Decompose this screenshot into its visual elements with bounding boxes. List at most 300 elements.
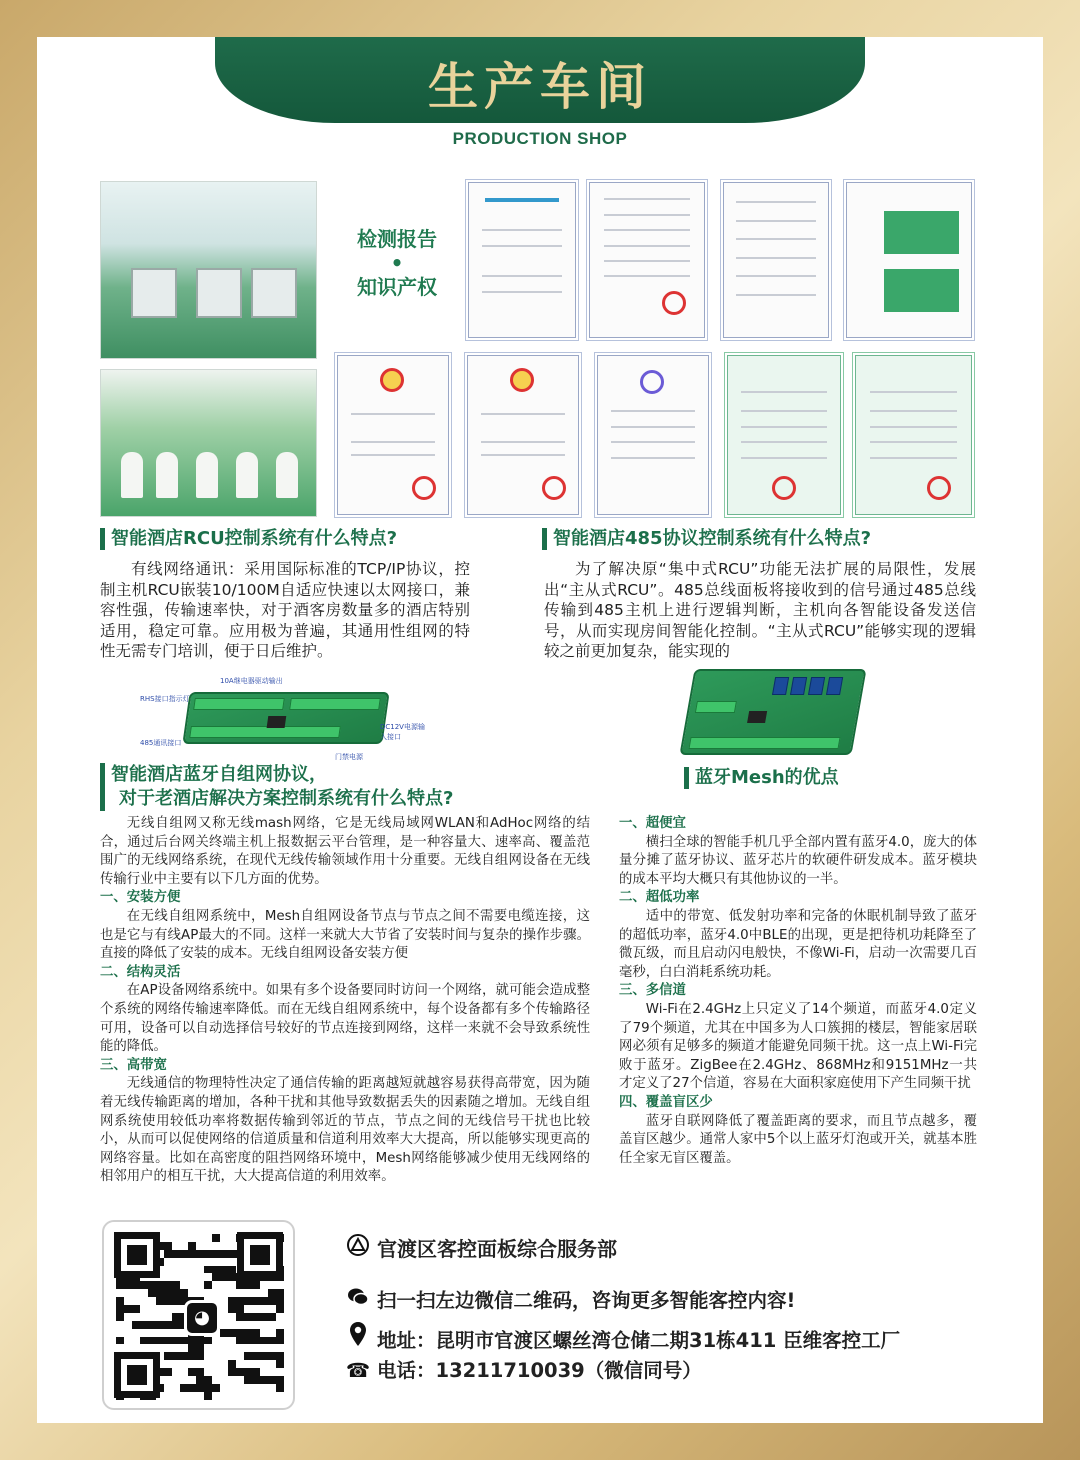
wechat-qr-code[interactable] (102, 1220, 295, 1410)
qr-module (252, 1329, 260, 1337)
qr-module (196, 1344, 204, 1352)
bluetooth-content (100, 815, 590, 1187)
qr-module (236, 1392, 244, 1400)
qr-module (252, 1392, 260, 1400)
qr-module (252, 1313, 260, 1321)
qr-module (268, 1297, 276, 1305)
qr-module (172, 1289, 180, 1297)
qr-module (164, 1376, 172, 1384)
qr-module (172, 1250, 180, 1258)
qr-module (148, 1337, 156, 1345)
qr-module (124, 1313, 132, 1321)
qr-module (276, 1392, 284, 1400)
qr-module (220, 1281, 228, 1289)
qr-module (236, 1321, 244, 1329)
qr-module (164, 1368, 172, 1376)
qr-module (228, 1313, 236, 1321)
qr-module (188, 1289, 196, 1297)
qr-module (260, 1329, 268, 1337)
qr-module (172, 1273, 180, 1281)
qr-module (164, 1337, 172, 1345)
qr-module (276, 1305, 284, 1313)
qr-module (196, 1376, 204, 1384)
qr-module (268, 1376, 276, 1384)
qr-module (196, 1281, 204, 1289)
qr-module (188, 1266, 196, 1274)
qr-module (260, 1344, 268, 1352)
qr-module (228, 1344, 236, 1352)
qr-module (220, 1344, 228, 1352)
qr-module (132, 1329, 140, 1337)
qr-module (252, 1281, 260, 1289)
qr-module (188, 1250, 196, 1258)
qr-module (244, 1289, 252, 1297)
protocol485-body: 为了解决原“集中式RCU”功能无法扩展的局限性，发展出“主从式RCU”。485总线面板将接收到的信号通过485总线传输到485主机上进行逻辑判断，主机向各智能设备发送信号，从而实现房间智能化控制。“主从式RCU”能够实现的逻辑较之前更加复杂，能实现的 (544, 560, 976, 660)
qr-module (180, 1234, 188, 1242)
qr-module (268, 1352, 276, 1360)
qr-module (276, 1344, 284, 1352)
qr-module (228, 1392, 236, 1400)
bluetooth-item-title: 三、高带宽 (100, 1057, 167, 1073)
qr-finder (237, 1232, 283, 1278)
qr-module (180, 1360, 188, 1368)
qr-module (268, 1360, 276, 1368)
qr-module (164, 1321, 172, 1329)
certificates-title (337, 227, 457, 299)
qr-module (220, 1384, 228, 1392)
qr-module (204, 1337, 212, 1345)
qr-module (244, 1281, 252, 1289)
qr-module (220, 1297, 228, 1305)
qr-module (260, 1368, 268, 1376)
qr-module (164, 1305, 172, 1313)
trademark-cert-2 (467, 355, 579, 515)
factory-photo-smt (100, 181, 317, 359)
qr-module (228, 1321, 236, 1329)
qr-module (236, 1360, 244, 1368)
qr-module (172, 1344, 180, 1352)
qr-module (164, 1266, 172, 1274)
qr-module (204, 1376, 212, 1384)
qr-module (164, 1344, 172, 1352)
qr-module (236, 1352, 244, 1360)
test-report-doc-1 (468, 182, 576, 338)
qr-module (260, 1392, 268, 1400)
qr-module (220, 1321, 228, 1329)
cert-title-line2: 知识产权 (357, 275, 437, 299)
qr-module (188, 1337, 196, 1345)
mesh-item-title: 一、超便宜 (619, 816, 686, 831)
board-annotation: 485通讯接口 (140, 739, 182, 747)
qr-module (180, 1344, 188, 1352)
qr-module (124, 1337, 132, 1345)
qr-module (260, 1281, 268, 1289)
qr-module (268, 1392, 276, 1400)
qr-module (212, 1337, 220, 1345)
qr-module (276, 1360, 284, 1368)
qr-module (220, 1242, 228, 1250)
qr-module (172, 1281, 180, 1289)
qr-module (172, 1297, 180, 1305)
qr-module (244, 1321, 252, 1329)
qr-module (172, 1368, 180, 1376)
qr-module (204, 1368, 212, 1376)
qr-module (196, 1368, 204, 1376)
logo-icon (345, 1234, 371, 1261)
qr-module (172, 1305, 180, 1313)
qr-module (228, 1360, 236, 1368)
software-copyright-cert-1 (727, 355, 841, 515)
qr-module (220, 1250, 228, 1258)
design-patent-cert (597, 355, 709, 515)
qr-module (188, 1352, 196, 1360)
qr-module (140, 1305, 148, 1313)
qr-module (204, 1289, 212, 1297)
qr-module (228, 1250, 236, 1258)
qr-module (172, 1360, 180, 1368)
qr-module (260, 1384, 268, 1392)
qr-module (196, 1392, 204, 1400)
qr-module (140, 1281, 148, 1289)
qr-module (164, 1242, 172, 1250)
qr-module (228, 1258, 236, 1266)
qr-module (172, 1352, 180, 1360)
qr-module (204, 1360, 212, 1368)
qr-module (172, 1266, 180, 1274)
qr-module (212, 1273, 220, 1281)
cert-title-dot: • (390, 251, 404, 275)
qr-module (164, 1234, 172, 1242)
qr-module (260, 1360, 268, 1368)
qr-module (188, 1368, 196, 1376)
qr-module (228, 1352, 236, 1360)
mesh-item-title: 二、超低功率 (619, 890, 700, 906)
qr-module (252, 1321, 260, 1329)
qr-module (212, 1376, 220, 1384)
qr-module (228, 1297, 236, 1305)
qr-module (164, 1258, 172, 1266)
qr-module (276, 1321, 284, 1329)
qr-module (204, 1344, 212, 1352)
protocol485-heading: 智能酒店485协议控制系统有什么特点? (542, 528, 871, 550)
qr-module (260, 1321, 268, 1329)
qr-module (180, 1273, 188, 1281)
qr-module (196, 1384, 204, 1392)
bluetooth-heading-line2: 对于老酒店解决方案控制系统有什么特点? (119, 788, 454, 809)
qr-module (188, 1376, 196, 1384)
qr-module (236, 1376, 244, 1384)
qr-module (220, 1360, 228, 1368)
qr-module (260, 1337, 268, 1345)
qr-module (252, 1368, 260, 1376)
wechat-icon (345, 1287, 371, 1312)
qr-module (268, 1329, 276, 1337)
qr-module (252, 1297, 260, 1305)
qr-module (220, 1313, 228, 1321)
qr-module (220, 1305, 228, 1313)
qr-module (276, 1337, 284, 1345)
qr-module (172, 1313, 180, 1321)
software-copyright-cert-2 (855, 355, 972, 515)
trademark-cert-1 (337, 355, 449, 515)
qr-module (196, 1250, 204, 1258)
qr-module (172, 1242, 180, 1250)
qr-module (164, 1384, 172, 1392)
qr-module (276, 1297, 284, 1305)
qr-module (212, 1344, 220, 1352)
qr-module (124, 1329, 132, 1337)
bluetooth-item-body: 在无线自组网系统中，Mesh自组网设备节点与节点之间不需要电缆连接，这也是它与有线AP最大的不同。这样一来就大大节省了安装时间与复杂的操作步骤。直接的降低了安装的成本。无线自组网设备安装方便 (100, 908, 590, 962)
qr-finder (114, 1352, 160, 1398)
qr-module (220, 1376, 228, 1384)
qr-module (268, 1321, 276, 1329)
qr-module (252, 1305, 260, 1313)
qr-module (140, 1337, 148, 1345)
qr-module (116, 1297, 124, 1305)
qr-module (148, 1281, 156, 1289)
qr-module (252, 1384, 260, 1392)
rcu-body: 有线网络通讯：采用国际标准的TCP/IP协议，控制主机RCU嵌装10/100M自适应快速以太网接口，兼容性强，传输速率快，对于酒客房数量多的酒店特别适用，稳定可靠。应用极为普遍，其通用性组网的特性无需专门培训，便于日后维护。 (100, 560, 470, 660)
qr-module (156, 1313, 164, 1321)
qr-module (196, 1352, 204, 1360)
qr-module (164, 1297, 172, 1305)
qr-module (116, 1305, 124, 1313)
qr-module (228, 1234, 236, 1242)
qr-module (204, 1242, 212, 1250)
qr-module (220, 1329, 228, 1337)
qr-module (188, 1281, 196, 1289)
qr-module (132, 1305, 140, 1313)
qr-module (228, 1305, 236, 1313)
qr-module (180, 1337, 188, 1345)
qr-module (228, 1281, 236, 1289)
rcu-heading: 智能酒店RCU控制系统有什么特点? (100, 528, 397, 550)
qr-module (212, 1384, 220, 1392)
qr-module (204, 1258, 212, 1266)
mesh-item-body: 蓝牙自联网降低了覆盖距离的要求，而且节点越多，覆盖盲区越少。通常人家中5个以上蓝牙灯泡或开关，就基本胜任全家无盲区覆盖。 (619, 1113, 977, 1166)
qr-module (220, 1266, 228, 1274)
qr-module (252, 1376, 260, 1384)
mesh-item-body: Wi-Fi在2.4GHz上只定义了14个频道，而蓝牙4.0定义了79个频道，尤其在中国多为人口簇拥的楼层，智能家居联网必须有足够多的频道才能避免同频干扰。这一点上Wi-Fi完败于蓝牙。ZigBee在2.4GHz、868MHz和9151MHz一共才定义了27个信道，容易在大面积家庭使用下产生同频干扰 (619, 1001, 977, 1092)
qr-module (244, 1297, 252, 1305)
qr-module (236, 1344, 244, 1352)
qr-module (204, 1250, 212, 1258)
qr-module (204, 1273, 212, 1281)
wechat-icon: ◕ (184, 1300, 220, 1336)
bluetooth-intro: 无线自组网又称无线mash网络，它是无线局域网WLAN和AdHoc网络的结合，通过后台网关终端主机上报数据云平台管理，是一种容量大、速率高、覆盖范围广的无线网络系统，在现代无线传输领域作用十分重要。无线自组网设备在无线传输行业中主要有以下几方面的优势。 (100, 816, 590, 887)
qr-module (164, 1313, 172, 1321)
mesh-item-title: 四、覆盖盲区少 (619, 1094, 713, 1110)
qr-module (148, 1289, 156, 1297)
page-title: 生产车间 (428, 57, 652, 116)
qr-module (148, 1305, 156, 1313)
page-subtitle: PRODUCTION SHOP (452, 129, 628, 148)
qr-module (228, 1329, 236, 1337)
qr-module (276, 1368, 284, 1376)
bluetooth-heading-line1: 智能酒店蓝牙自组网协议， (111, 764, 327, 785)
location-icon (345, 1321, 371, 1352)
qr-module (180, 1266, 188, 1274)
qr-module (116, 1329, 124, 1337)
qr-module (244, 1368, 252, 1376)
qr-module (260, 1297, 268, 1305)
mesh-heading: 蓝牙Mesh的优点 (684, 767, 839, 789)
qr-module (204, 1352, 212, 1360)
qr-module (212, 1281, 220, 1289)
bluetooth-item-title: 二、结构灵活 (100, 964, 181, 980)
qr-module (188, 1234, 196, 1242)
qr-module (212, 1392, 220, 1400)
qr-module (276, 1376, 284, 1384)
qr-module (260, 1376, 268, 1384)
qr-module (236, 1281, 244, 1289)
qr-module (228, 1384, 236, 1392)
qr-module (164, 1273, 172, 1281)
qr-module (116, 1337, 124, 1345)
mesh-item-body: 适中的带宽、低发射功率和完备的休眠机制导致了蓝牙的超低功率，蓝牙4.0中BLE的出现，更是把待机功耗降至了微瓦级，而且启动闪电般快，不像Wi-Fi，启动一次需要几百毫秒，白白消耗系统功耗。 (619, 908, 977, 980)
qr-module (236, 1329, 244, 1337)
qr-module (164, 1250, 172, 1258)
bluetooth-item-body: 在AP设备网络系统中。如果有多个设备要同时访问一个网络，就可能会造成整个系统的网络传输速率降低。而在无线自组网系统中，每个设备都有多个传输路径可用，设备可以自动选择信号较好的节点连接到网络，这样一来就不会导致系统性能的降低。 (100, 983, 590, 1055)
qr-module (244, 1329, 252, 1337)
qr-module (132, 1281, 140, 1289)
qr-module (132, 1337, 140, 1345)
qr-module (212, 1250, 220, 1258)
qr-module (196, 1337, 204, 1345)
qr-module (196, 1234, 204, 1242)
qr-module (180, 1368, 188, 1376)
qr-module (196, 1289, 204, 1297)
qr-module (276, 1281, 284, 1289)
qr-module (172, 1258, 180, 1266)
address-text: 地址：昆明市官渡区螺丝湾仓储二期31栋411 臣维客控工厂 (377, 1329, 901, 1352)
qr-module (116, 1313, 124, 1321)
qr-module (140, 1289, 148, 1297)
qr-module (252, 1289, 260, 1297)
qr-module (236, 1337, 244, 1345)
qr-module (236, 1297, 244, 1305)
qr-module (252, 1352, 260, 1360)
qr-module (244, 1384, 252, 1392)
qr-module (244, 1360, 252, 1368)
qr-module (276, 1352, 284, 1360)
bluetooth-item-body: 无线通信的物理特性决定了通信传输的距离越短就越容易获得高带宽，因为随着无线传输距离的增加，各种干扰和其他导致数据丢失的因素随之增加。无线自组网系统使用较低功率将数据传输到邻近的节点，节点之间的无线信号干扰也比较小，从而可以促使网络的信道质量和信道利用效率大大提高，所以能够实现更高的网络容量。比如在高密度的阻挡网络环境中，Mesh网络能够减少使用无线网络的相邻用户的相互干扰，大大提高信道的利用效率。 (100, 1076, 590, 1185)
qr-module (268, 1313, 276, 1321)
qr-module (180, 1384, 188, 1392)
qr-module (132, 1321, 140, 1329)
qr-module (180, 1281, 188, 1289)
qr-module (260, 1313, 268, 1321)
qr-module (180, 1242, 188, 1250)
qr-module (276, 1329, 284, 1337)
qr-module (124, 1289, 132, 1297)
board-annotation: RHS接口指示灯 (140, 695, 190, 703)
qr-module (172, 1376, 180, 1384)
qr-module (172, 1321, 180, 1329)
scan-text: 扫一扫左边微信二维码，咨询更多智能客控内容! (377, 1289, 796, 1312)
cert-title-line1: 检测报告 (357, 227, 437, 251)
qr-module (148, 1321, 156, 1329)
qr-module (276, 1384, 284, 1392)
poster-sheet (37, 37, 1043, 1423)
mesh-item-title: 三、多信道 (619, 983, 686, 999)
qr-module (244, 1337, 252, 1345)
qr-module (156, 1329, 164, 1337)
qr-module (244, 1344, 252, 1352)
qr-finder (114, 1232, 160, 1278)
qr-module (228, 1273, 236, 1281)
qr-module (236, 1384, 244, 1392)
qr-module (236, 1368, 244, 1376)
qr-module (220, 1352, 228, 1360)
qr-module (164, 1392, 172, 1400)
qr-module (228, 1376, 236, 1384)
qr-module (228, 1289, 236, 1297)
qr-module (148, 1297, 156, 1305)
test-report-doc-3 (723, 182, 829, 338)
qr-module (220, 1234, 228, 1242)
qr-module (236, 1289, 244, 1297)
scan-line (345, 1285, 795, 1313)
qr-module (244, 1376, 252, 1384)
qr-module (148, 1313, 156, 1321)
qr-module (116, 1289, 124, 1297)
qr-module (252, 1344, 260, 1352)
qr-module (220, 1368, 228, 1376)
header-banner (215, 37, 865, 123)
qr-module (196, 1266, 204, 1274)
qr-module (188, 1392, 196, 1400)
qr-module (188, 1273, 196, 1281)
qr-module (172, 1392, 180, 1400)
qr-module (180, 1250, 188, 1258)
test-report-doc-4 (846, 182, 972, 338)
qr-module (180, 1392, 188, 1400)
company-name: 官渡区客控面板综合服务部 (377, 1237, 617, 1261)
qr-module (188, 1344, 196, 1352)
qr-module (116, 1281, 124, 1289)
mesh-item-body: 横扫全球的智能手机几乎全部内置有蓝牙4.0，庞大的体量分摊了蓝牙协议、蓝牙芯片的软硬件研发成本。蓝牙模块的成本平均大概只有其他协议的一半。 (619, 834, 977, 887)
qr-module (124, 1281, 132, 1289)
factory-photo-assembly (100, 369, 317, 517)
rcu-board-diagram (140, 674, 430, 762)
qr-module (156, 1297, 164, 1305)
qr-module (172, 1384, 180, 1392)
qr-module (236, 1313, 244, 1321)
qr-module (212, 1368, 220, 1376)
qr-module (172, 1234, 180, 1242)
qr-module (124, 1297, 132, 1305)
qr-module (124, 1305, 132, 1313)
qr-module (164, 1281, 172, 1289)
qr-module (180, 1289, 188, 1297)
qr-module (180, 1376, 188, 1384)
qr-module (188, 1258, 196, 1266)
qr-module (228, 1337, 236, 1345)
qr-module (164, 1289, 172, 1297)
qr-module (252, 1337, 260, 1345)
qr-module (244, 1392, 252, 1400)
qr-module (212, 1289, 220, 1297)
phone-text[interactable]: 电话：13211710039（微信同号） (377, 1359, 702, 1382)
qr-module (268, 1368, 276, 1376)
qr-module (156, 1289, 164, 1297)
qr-module (212, 1258, 220, 1266)
qr-module (220, 1392, 228, 1400)
qr-module (220, 1289, 228, 1297)
board-annotation: 门禁电源 (335, 753, 363, 761)
qr-module (196, 1360, 204, 1368)
